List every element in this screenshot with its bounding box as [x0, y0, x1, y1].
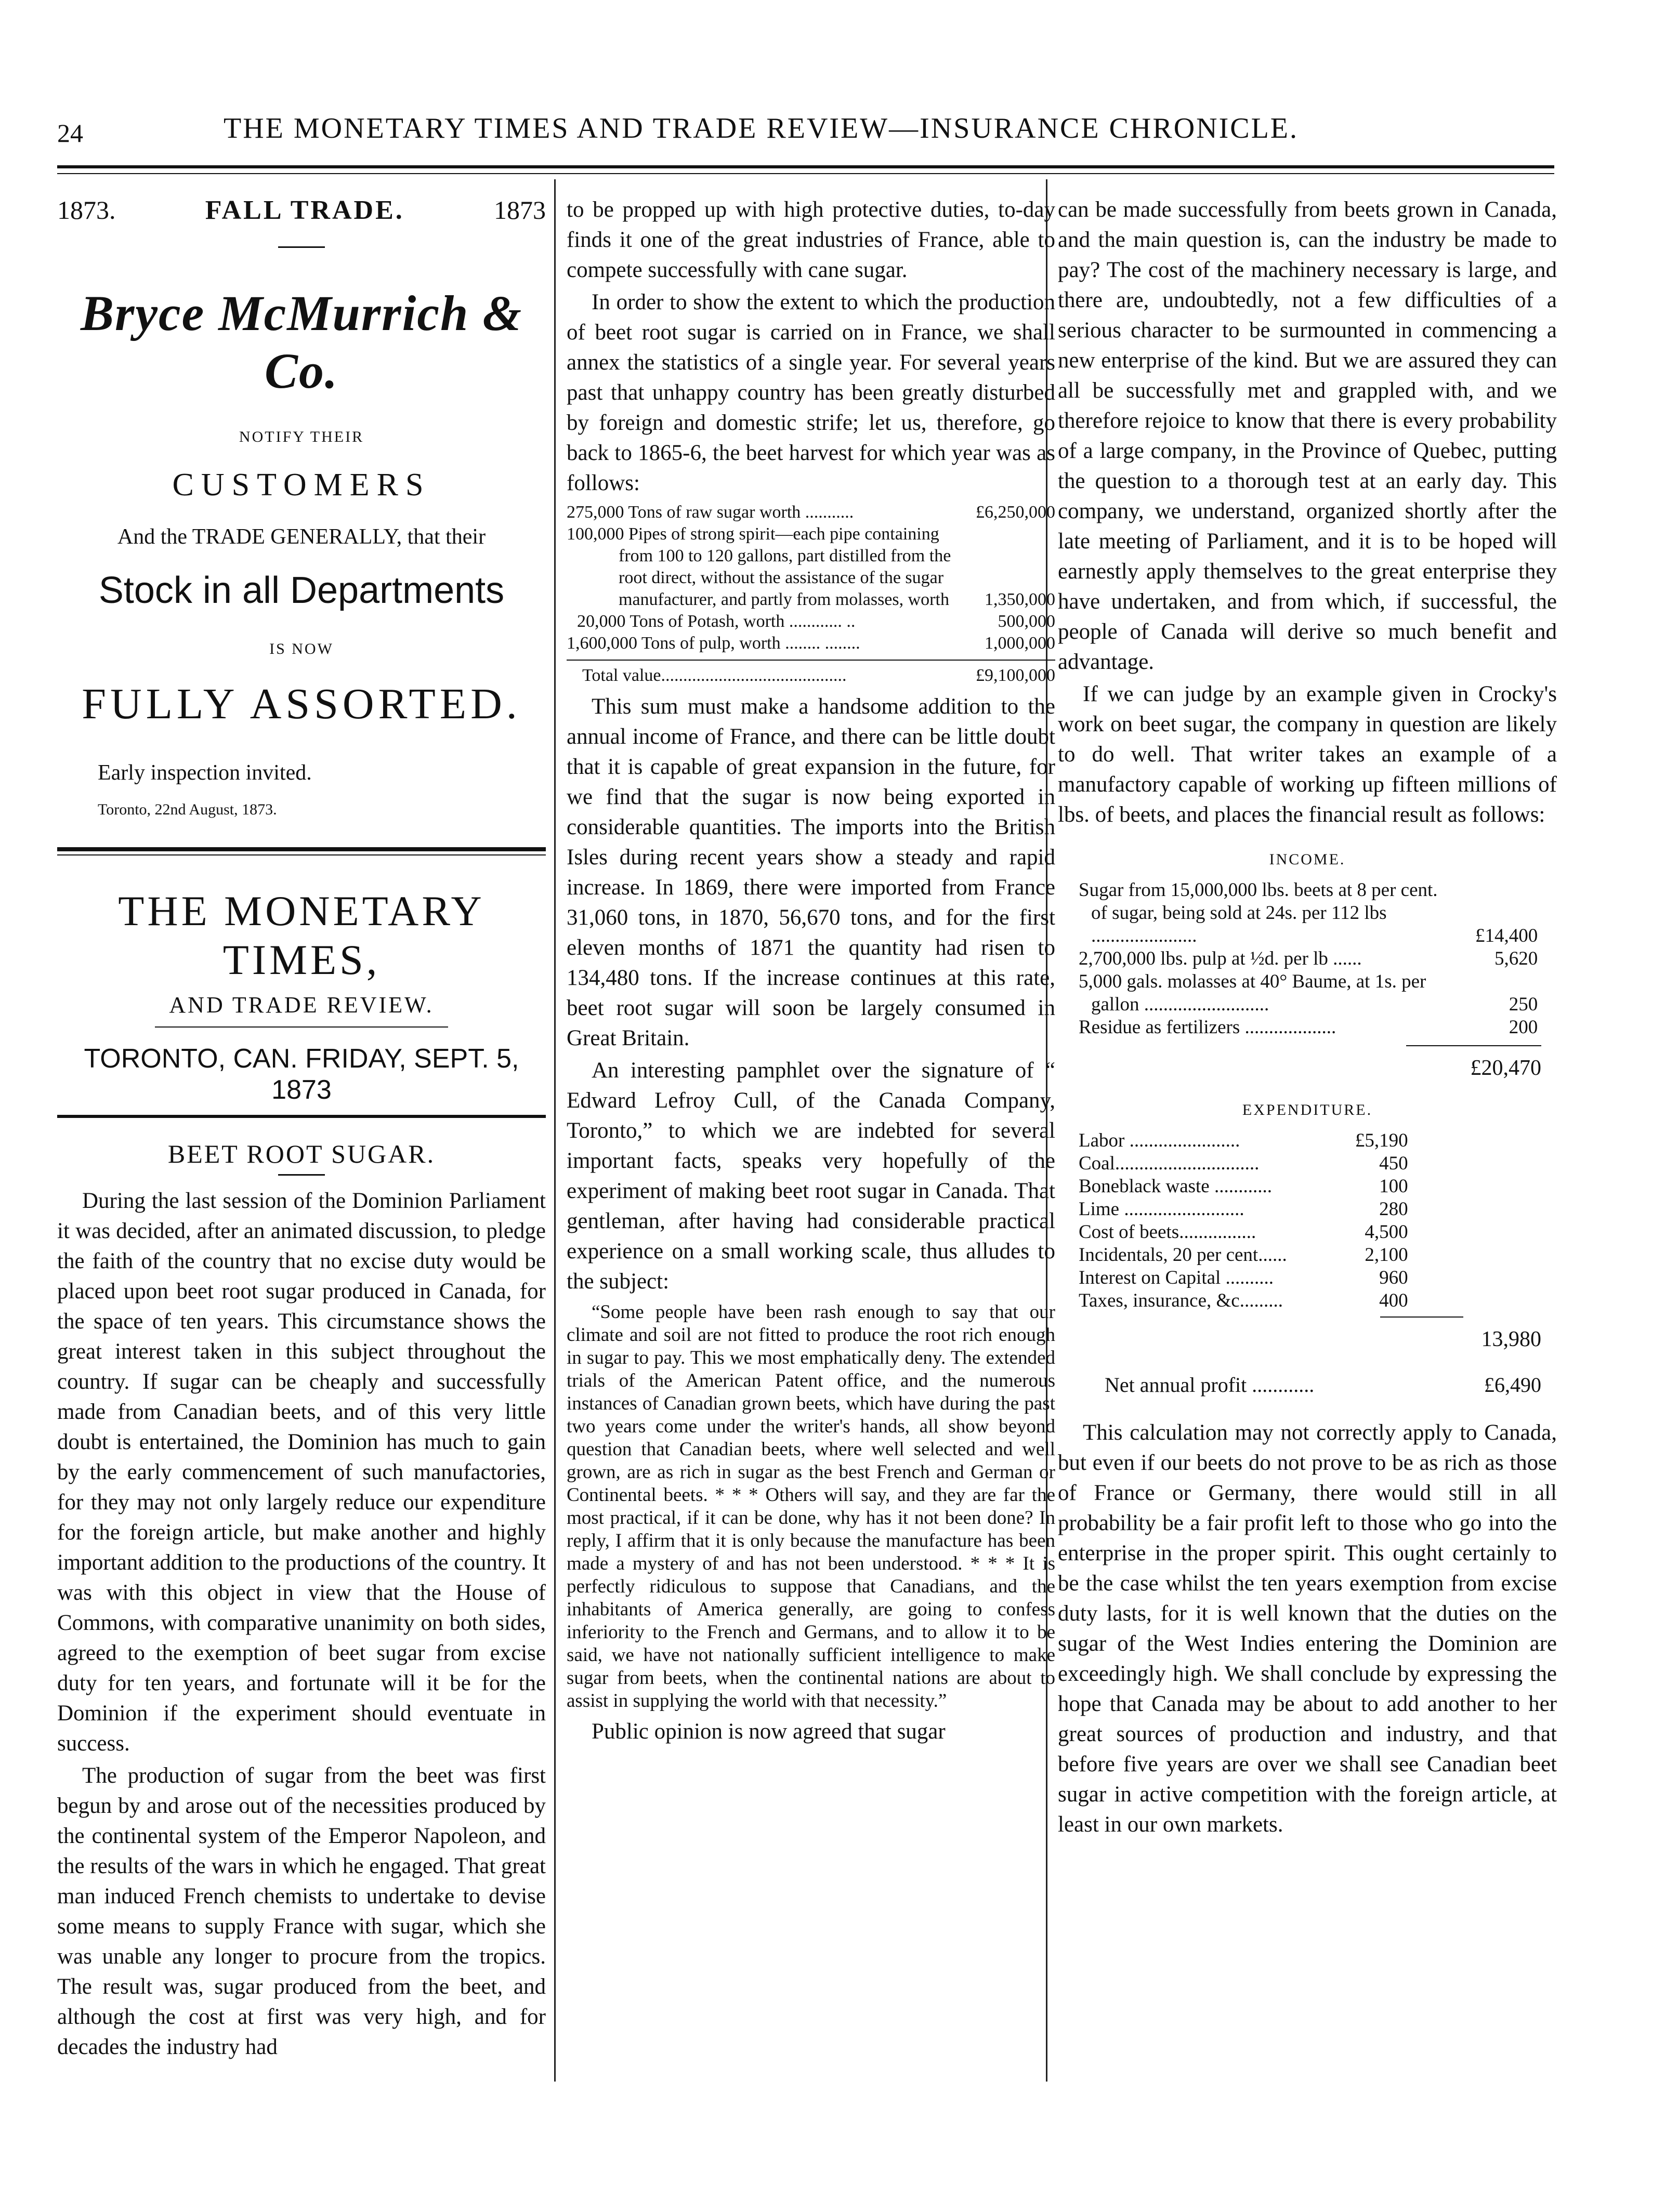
- table-row: [1079, 947, 1538, 970]
- table-cell-label: 20,000 Tons of Potash, worth ............ ..: [577, 612, 856, 631]
- table-cell-amount: 1,350,000: [985, 590, 1055, 609]
- table-row: [1079, 1175, 1408, 1198]
- table-row: [1079, 1289, 1408, 1312]
- ad-year-left: 1873.: [57, 195, 116, 225]
- article-paragraph: The production of sugar from the beet was first begun by and arose out of the necessities produced by the continental system of the Emperor Napoleon, and the results of the wars in which he engaged. That great man induced French chemists to undertake to devise some means to supply France with sugar, which she was unable any longer to procure from the tropics. The result was, sugar produced from the beet, and although the cost at first was very high, and for decades the industry had: [57, 1763, 546, 2059]
- table-cell-amount: 500,000: [998, 612, 1055, 631]
- table-row: [1079, 1152, 1408, 1175]
- table-row: [567, 611, 1055, 633]
- masthead-subtitle: AND TRADE REVIEW.: [169, 992, 434, 1018]
- ad-trade-line: And the TRADE GENERALLY, that their: [117, 525, 486, 549]
- table-cell-amount: 200: [1509, 1017, 1538, 1038]
- header-rule-thin: [57, 173, 1554, 174]
- article-paragraph: In order to show the extent to which the production of beet root sugar is carried on in France, we shall annex the statistics of a single year. For several years past that unhappy country has been greatly disturbed by foreign and domestic strife; let us, therefore, go back to 1865-6, the beet harvest for which year was as follows:: [567, 290, 1055, 495]
- ad-stock-line: Stock in all Departments: [98, 570, 505, 611]
- article-paragraph: can be made successfully from beets grown in Canada, and the main question is, can the industry be made to pay? The cost of the machinery necessary is large, and there are, undoubtedly, not a few difficulties of a serious character to be surmounted in commencing a new enterprise of the kind. But we are assured they can all be successfully met and grappled with, and we therefore rejoice to know that there is every probability of a large company, in the Province of Quebec, putting the question to a thorough test at an early day. This company, we understand, organized shortly after the late meeting of Parliament, and it is to be hoped will earnestly apply themselves to the great enterprise they have undertaken, and from which, if successful, the people of Canada will derive so much benefit and advantage.: [1058, 198, 1557, 674]
- ad-fully-assorted: FULLY ASSORTED.: [82, 680, 521, 728]
- total-label: Total value..........................................: [582, 666, 847, 685]
- table-cell-amount: 400: [1379, 1290, 1408, 1311]
- ad-bottom-rule: [57, 847, 546, 851]
- masthead: [57, 887, 546, 1118]
- table-row: [1079, 970, 1538, 1016]
- ad-heading: [57, 195, 546, 226]
- table-cell-label: 1,600,000 Tons of pulp, worth ........ ........: [567, 634, 860, 653]
- table-cell-amount: 2,100: [1365, 1244, 1408, 1266]
- advertisement: [57, 195, 546, 819]
- ad-notify: NOTIFY THEIR: [239, 428, 364, 445]
- column-2: [567, 195, 1055, 1747]
- ad-year-right: 1873: [493, 195, 546, 225]
- table-row: [567, 502, 1055, 523]
- expenditure-heading: EXPENDITURE.: [1242, 1101, 1373, 1118]
- net-profit-label: Net annual profit ............: [1105, 1373, 1315, 1397]
- total-amount: £9,100,000: [976, 666, 1055, 685]
- table-cell-amount: £6,250,000: [976, 503, 1055, 522]
- column-3: [1058, 195, 1557, 1840]
- table-cell-amount: 4,500: [1365, 1221, 1408, 1243]
- article-paragraph: An interesting pamphlet over the signature of “ Edward Lefroy Cull, of the Canada Company, Toronto,” to which we are indebted for several important facts, speaks very hopefully of the experiment of making beet root sugar in Canada. That gentleman, after having had considerable practical experience on a small working scale, thus alludes to the subject:: [567, 1058, 1055, 1294]
- table-row: [1079, 1198, 1408, 1221]
- table-cell-amount: 280: [1379, 1199, 1408, 1220]
- article-title: BEET ROOT SUGAR.: [167, 1139, 436, 1168]
- table-cell-label: Labor .......................: [1079, 1130, 1240, 1151]
- table-row: [567, 523, 1055, 611]
- ad-title: FALL TRADE.: [205, 195, 404, 225]
- ad-brand: Bryce McMurrich & Co.: [81, 285, 522, 399]
- table-row: [567, 633, 1055, 654]
- ad-customers: CUSTOMERS: [172, 467, 431, 503]
- ad-divider: [278, 246, 325, 248]
- income-table: [1079, 879, 1538, 1039]
- table-cell-label: Lime .........................: [1079, 1199, 1244, 1220]
- table-total-rule: [567, 660, 1055, 661]
- table-cell-label: Residue as fertilizers ...................: [1079, 1017, 1336, 1038]
- table-cell-amount: 5,620: [1494, 948, 1538, 969]
- table-cell-label: Boneblack waste ............: [1079, 1176, 1272, 1197]
- masthead-dash-rule: [155, 1026, 448, 1028]
- article-quote: “Some people have been rash enough to say that our climate and soil are not fitted to produce the root rich enough in sugar to pay. This we most emphatically deny. The extended trials of the American Patent office, and the numerous instances of Canadian grown beets, which have during the past two years come under the writer's hands, all show beyond question that Canadian beets, where well selected and well grown, are as rich in sugar as the best French and German or Continental beets. * * * Others will say, and they are far the most practical, if it can be done, why has it not been done? In reply, I affirm that it is only because the manufacture has been made a mystery of and has not been understood. * * * It is perfectly ridiculous to suppose that Canadians, and the inhabitants of America generally, are going to confess inferiority to the French and Germans, and to allow it to be said, we have not nationally sufficient intelligence to make sugar from beets, when the continental nations are about to assist in supplying the world with that necessity.”: [567, 1301, 1055, 1711]
- table-row: [1079, 1016, 1538, 1039]
- net-profit-row: [1105, 1373, 1557, 1397]
- masthead-dateline: TORONTO, CAN. FRIDAY, SEPT. 5, 1873: [84, 1044, 519, 1105]
- masthead-title: THE MONETARY TIMES,: [118, 887, 485, 983]
- ad-is-now: IS NOW: [269, 640, 334, 657]
- table-cell-label: 2,700,000 lbs. pulp at ½d. per lb ......: [1079, 948, 1362, 969]
- income-total-rule: [1406, 1045, 1541, 1046]
- table-row: [1079, 1267, 1408, 1289]
- masthead-rule: [57, 1115, 546, 1118]
- article-paragraph: If we can judge by an example given in Crocky's work on beet sugar, the company in question are likely to do well. That writer takes an example of a manufactory capable of working up fifteen millions of lbs. of beets, and places the financial result as follows:: [1058, 682, 1557, 827]
- table-cell-label: Coal..............................: [1079, 1153, 1260, 1174]
- income-heading: INCOME.: [1269, 851, 1346, 868]
- table-cell-amount: 960: [1379, 1267, 1408, 1288]
- table-cell-amount: £14,400: [1475, 925, 1538, 946]
- table-cell-label: 5,000 gals. molasses at 40° Baume, at 1s. per gallon ..........................: [1079, 971, 1426, 1015]
- table-row: [567, 665, 1055, 687]
- page-header: [57, 112, 1606, 153]
- article-title-divider: [278, 1174, 325, 1176]
- column-1: [57, 195, 546, 2062]
- table-row: [1079, 1129, 1408, 1152]
- ad-bottom-rule-thin: [57, 854, 546, 855]
- expenditure-total-rule: [1380, 1316, 1463, 1318]
- table-cell-label: 100,000 Pipes of strong spirit—each pipe containing from 100 to 120 gallons, part distilled from the root direct, without the assistance of the sugar manufacturer, and partly from molasses, worth: [567, 524, 951, 609]
- harvest-total: [567, 665, 1055, 687]
- article-paragraph: This calculation may not correctly apply to Canada, but even if our beets do not prove to be as rich as those of France or Germany, there would still in all probability be a fair profit left to those who go into the enterprise in the proper spirit. This ought certainly to be the case whilst the ten years exemption from excise duty lasts, for it is well known that the duties on the sugar of the West Indies entering the Dominion are exceedingly high. We shall conclude by expressing the hope that Canada may be about to add another to her great sources of production and industry, and that before five years are over we shall see Canadian beet sugar in active competition with the foreign article, at least in our own markets.: [1058, 1420, 1557, 1837]
- table-row: [1079, 1221, 1408, 1244]
- column-rule-1: [554, 179, 556, 2082]
- article-paragraph: Public opinion is now agreed that sugar: [592, 1719, 946, 1744]
- table-cell-label: Sugar from 15,000,000 lbs. beets at 8 per cent. of sugar, being sold at 24s. per 112 lbs ......................: [1079, 879, 1438, 946]
- expenditure-total: 13,980: [1481, 1327, 1541, 1351]
- table-cell-amount: 450: [1379, 1153, 1408, 1174]
- ad-inspection: Early inspection invited.: [98, 761, 312, 785]
- table-cell-label: Incidentals, 20 per cent......: [1079, 1244, 1287, 1266]
- article-paragraph: During the last session of the Dominion Parliament it was decided, after an animated discussion, to pledge the faith of the country that no excise duty would be placed upon beet root sugar produced in Canada, for the space of ten years. This circumstance shows the great interest taken in this subject throughout the country. If sugar can be cheaply and successfully made from Canadian beets, and of this very little doubt is entertained, the Dominion has much to gain by the early commencement of such manufactories, for they may not only largely reduce our expenditure for the foreign article, but make another and highly important addition to the productions of the country. It was with this object in view that the House of Commons, with comparative unanimity on both sides, agreed to the exemption of beet sugar from excise duty for ten years, and fortunate will it be for the Dominion if the experiment should eventuate in success.: [57, 1189, 546, 1756]
- header-rule-thick: [57, 165, 1554, 168]
- article-paragraph: This sum must make a handsome addition to the annual income of France, and there can be little doubt that it is capable of great expansion in the future, for we find that the sugar is now being exported in considerable quantities. The imports into the British Isles during recent years show a steady and rapid increase. In 1869, there were imported from France 31,060 tons, in 1870, 56,670 tons, and for the first eleven months of 1871 the quantity had risen to 134,480 tons. If the increase continues at this rate, beet root sugar will soon be largely consumed in Great Britain.: [567, 694, 1055, 1050]
- harvest-table: [567, 502, 1055, 654]
- table-cell-amount: 1,000,000: [985, 634, 1055, 653]
- table-row: [1079, 1244, 1408, 1267]
- table-cell-amount: 250: [1509, 994, 1538, 1015]
- table-row: [1079, 879, 1538, 947]
- table-cell-label: Interest on Capital ..........: [1079, 1267, 1274, 1288]
- table-cell-label: 275,000 Tons of raw sugar worth ...........: [567, 503, 854, 522]
- table-cell-amount: £5,190: [1355, 1130, 1408, 1151]
- income-total: £20,470: [1470, 1056, 1541, 1080]
- page-number: 24: [57, 118, 83, 148]
- table-cell-amount: 100: [1379, 1176, 1408, 1197]
- running-title: THE MONETARY TIMES AND TRADE REVIEW—INSURANCE CHRONICLE.: [224, 112, 1299, 144]
- expenditure-table: [1079, 1129, 1408, 1312]
- ad-date: Toronto, 22nd August, 1873.: [98, 801, 277, 818]
- net-profit-value: £6,490: [1484, 1373, 1541, 1397]
- table-cell-label: Cost of beets................: [1079, 1221, 1256, 1243]
- table-cell-label: Taxes, insurance, &c.........: [1079, 1290, 1283, 1311]
- article-paragraph: to be propped up with high protective duties, to-day finds it one of the great industries of France, able to compete successfully with cane sugar.: [567, 198, 1055, 282]
